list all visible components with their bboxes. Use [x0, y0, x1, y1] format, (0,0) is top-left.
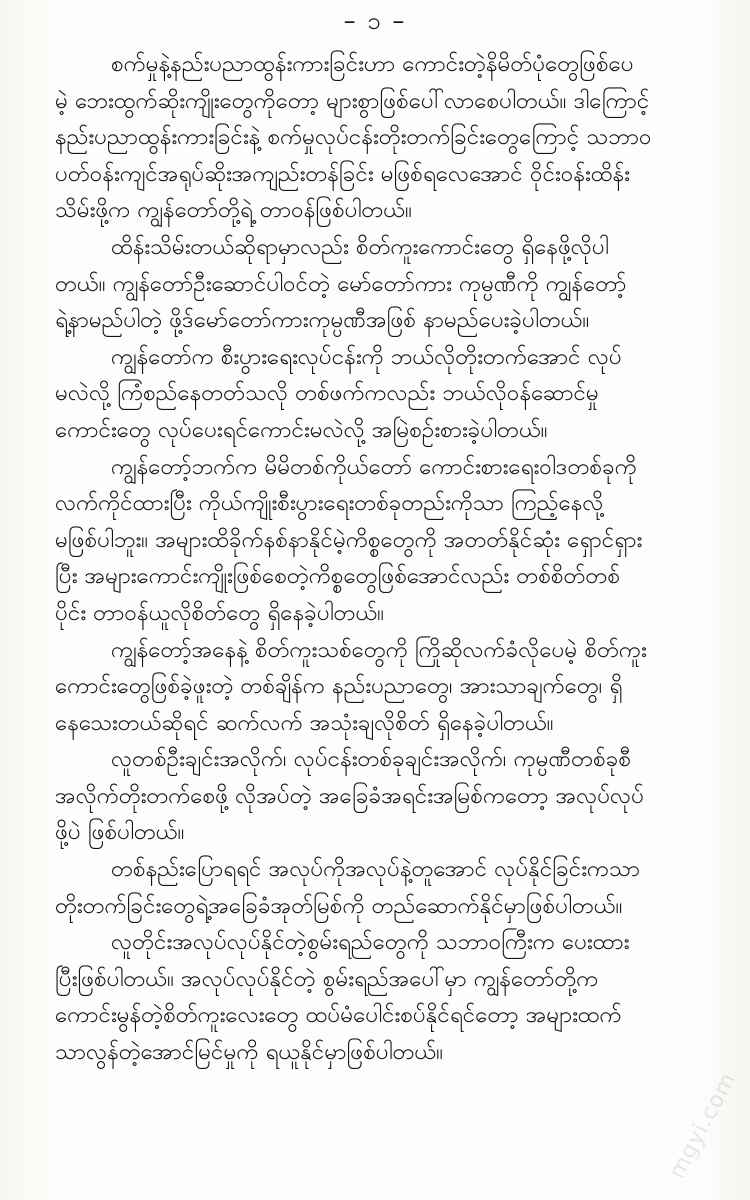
text-line: သိမ်းဖို့က ကျွန်တော်တို့ရဲ့ တာဝန်ဖြစ်ပါတယ်။ — [55, 197, 412, 224]
text-line: ကျွန်တော့်အနေနဲ့ စိတ်ကူးသစ်တွေကို ကြိုဆိုလက်ခံလိုပေမဲ့ စိတ်ကူး — [111, 636, 647, 663]
text-line: သာလွန်တဲ့အောင်မြင်မှုကို ရယူနိုင်မှာဖြစ်ပါတယ်။ — [55, 1039, 444, 1066]
text-line: ထိန်းသိမ်းတယ်ဆိုရာမှာလည်း စိတ်ကူးကောင်းတွေ ရှိနေဖို့လိုပါ — [111, 233, 609, 260]
text-line: ပြီး အများကောင်းကျိုးဖြစ်စေတဲ့ကိစ္စတွေဖြစ်အောင်လည်း တစ်စိတ်တစ် — [55, 563, 620, 590]
page-number: – ၁ – — [343, 7, 407, 35]
text-line: မဖြစ်ပါဘူး။ အများထိခိုက်နစ်နာနိုင်မဲ့ကိစ္စတွေကို အတတ်နိုင်ဆုံး ရှောင်ရှား — [55, 526, 643, 553]
text-line: မလဲလို့ ကြံစည်နေတတ်သလို တစ်ဖက်ကလည်း ဘယ်လိုဝန်ဆောင်မှု — [55, 380, 599, 407]
text-line: ရဲ့နာမည်ပါတဲ့ ဖို့ဒ်မော်တော်ကားကုမ္ပဏီအဖြစ် နာမည်ပေးခဲ့ပါတယ်။ — [55, 307, 590, 334]
text-line: ဖို့ပဲ ဖြစ်ပါတယ်။ — [55, 819, 185, 846]
text-line: ကောင်းတွေ လုပ်ပေးရင်ကောင်းမလဲလို့ အမြဲစဉ်းစားခဲ့ပါတယ်။ — [55, 416, 548, 443]
text-line: တယ်။ ကျွန်တော်ဦးဆောင်ပါဝင်တဲ့ မော်တော်ကား ကုမ္ပဏီကို ကျွန်တော့် — [55, 270, 627, 297]
text-line: တစ်နည်းပြောရရင် အလုပ်ကိုအလုပ်နဲ့တူအောင် လုပ်နိုင်ခြင်းကသာ — [111, 856, 640, 883]
text-line: တိုးတက်ခြင်းတွေရဲ့အခြေခံအုတ်မြစ်ကို တည်ဆောက်နိုင်မှာဖြစ်ပါတယ်။ — [55, 892, 623, 919]
text-line: နေသေးတယ်ဆိုရင် ဆက်လက် အသုံးချလိုစိတ် ရှိနေခဲ့ပါတယ်။ — [55, 709, 554, 736]
text-line: ပတ်ဝန်းကျင်အရုပ်ဆိုးအကျည်းတန်ခြင်း မဖြစ်ရလေအောင် ဝိုင်းဝန်းထိန်း — [55, 160, 630, 187]
watermark: mgyi.com — [665, 1068, 742, 1183]
text-line: မဲ့ ဘေးထွက်ဆိုးကျိုးတွေကိုတော့ များစွာဖြစ်ပေါ်လာစေပါတယ်။ ဒါကြောင့် — [55, 87, 650, 114]
text-line: အလိုက်တိုးတက်စေဖို့ လိုအပ်တဲ့ အခြေခံအရင်းအမြစ်ကတော့ အလုပ်လုပ် — [55, 782, 644, 809]
text-line: ပြီးဖြစ်ပါတယ်။ အလုပ်လုပ်နိုင်တဲ့ စွမ်းရည်အပေါ်မှာ ကျွန်တော်တို့က — [55, 965, 599, 992]
text-line: ကျွန်တော်က စီးပွားရေးလုပ်ငန်းကို ဘယ်လိုတိုးတက်အောင် လုပ် — [111, 343, 622, 370]
text-line: စက်မှုနဲ့နည်းပညာထွန်းကားခြင်းဟာ ကောင်းတဲ့နိမိတ်ပုံတွေဖြစ်ပေ — [111, 51, 634, 77]
text-line: လူတစ်ဦးချင်းအလိုက်၊ လုပ်ငန်းတစ်ခုချင်းအလိုက်၊ ကုမ္ပဏီတစ်ခုစီ — [111, 746, 632, 773]
text-line: ကောင်းမွန်တဲ့စိတ်ကူးလေးတွေ ထပ်မံပေါင်းစပ်နိုင်ရင်တော့ အများထက် — [55, 1002, 622, 1029]
text-line: ကောင်းတွေဖြစ်ခဲ့ဖူးတဲ့ တစ်ချိန်က နည်းပညာတွေ၊ အားသာချက်တွေ၊ ရှိ — [55, 673, 623, 700]
text-line: နည်းပညာထွန်းကားခြင်းနဲ့ စက်မှုလုပ်ငန်းတိုးတက်ခြင်းတွေကြောင့် သဘာဝ — [55, 124, 652, 151]
text-line: လူတိုင်းအလုပ်လုပ်နိုင်တဲ့စွမ်းရည်တွေကို သဘာဝကြီးက ပေးထား — [111, 929, 630, 956]
text-line: ပိုင်း တာဝန်ယူလိုစိတ်တွေ ရှိနေခဲ့ပါတယ်။ — [55, 599, 385, 626]
body-text — [55, 46, 703, 1071]
text-line: လက်ကိုင်ထားပြီး ကိုယ်ကျိုးစီးပွားရေးတစ်ခုတည်းကိုသာ ကြည့်နေလို့ — [55, 490, 604, 517]
text-line: ကျွန်တော့်ဘက်က မိမိတစ်ကိုယ်တော် ကောင်းစားရေးဝါဒတစ်ခုကို — [111, 453, 637, 480]
